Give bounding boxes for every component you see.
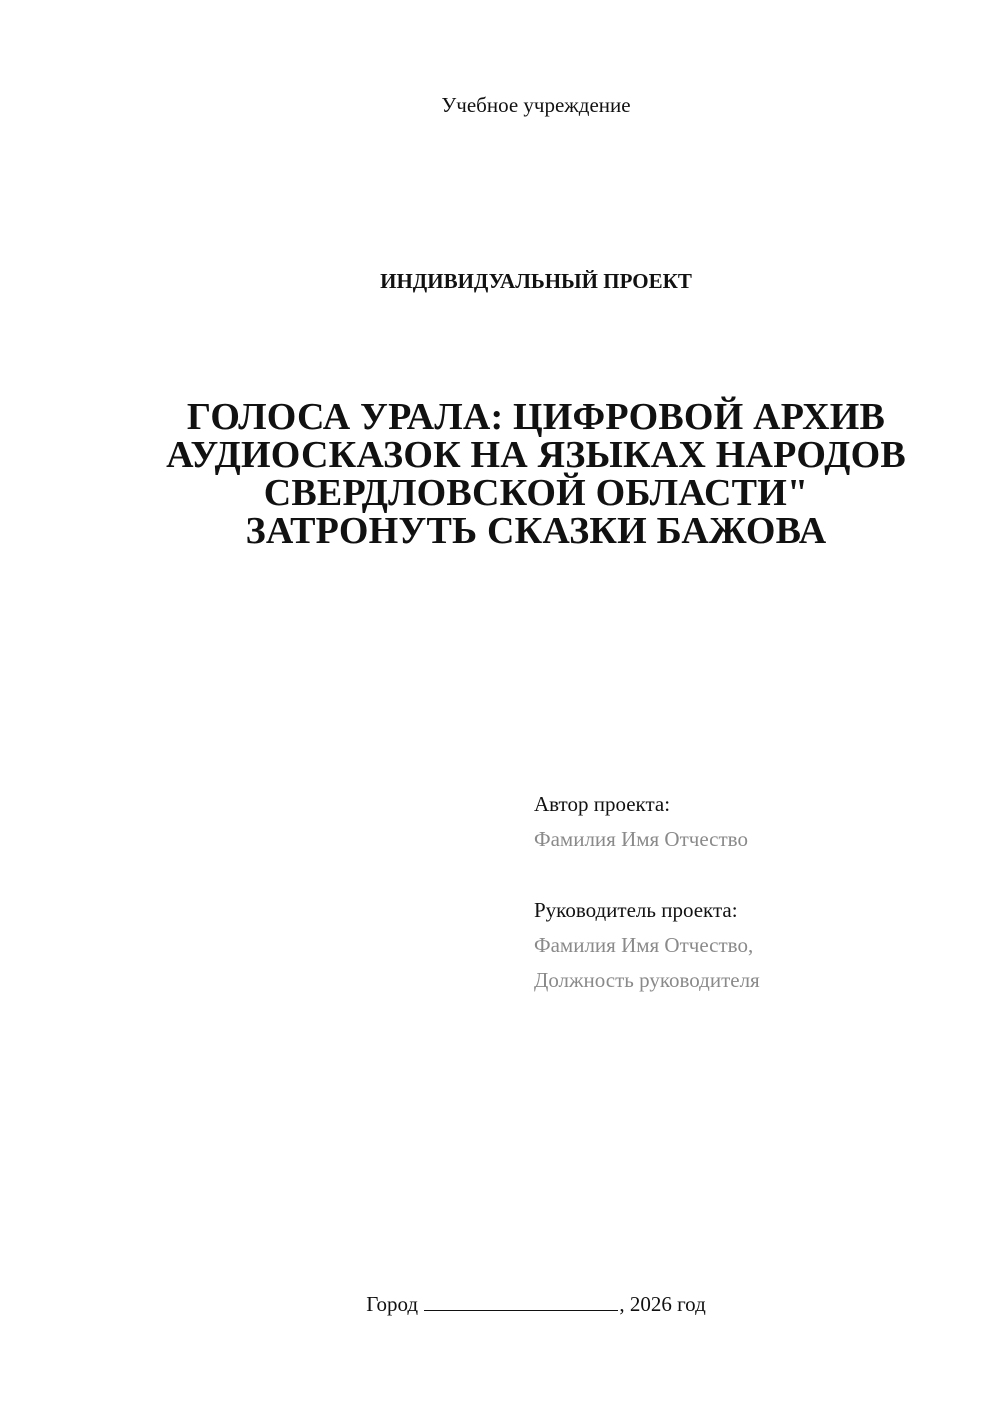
project-title: [100, 398, 972, 550]
author-name-placeholder: Фамилия Имя Отчество: [534, 827, 748, 851]
supervisor-name-placeholder: Фамилия Имя Отчество,: [534, 933, 754, 957]
project-title-line: АУДИОСКАЗОК НА ЯЗЫКАХ НАРОДОВ: [166, 434, 906, 476]
document-type-heading: ИНДИВИДУАЛЬНЫЙ ПРОЕКТ: [380, 269, 692, 293]
author-block: [534, 787, 974, 857]
city-blank-line: [424, 1292, 618, 1311]
project-title-line: СВЕРДЛОВСКОЙ ОБЛАСТИ": [263, 472, 809, 514]
project-title-line: ЗАТРОНУТЬ СКАЗКИ БАЖОВА: [245, 510, 827, 552]
supervisor-label: Руководитель проекта:: [534, 898, 738, 922]
project-title-line: ГОЛОСА УРАЛА: ЦИФРОВОЙ АРХИВ: [186, 396, 886, 438]
city-year-footer: [0, 1290, 1000, 1318]
year-text: , 2026 год: [619, 1292, 706, 1316]
supervisor-position-placeholder: Должность руководителя: [534, 968, 760, 992]
city-label: Город: [366, 1292, 419, 1316]
institution-name: Учебное учреждение: [441, 93, 631, 117]
author-label: Автор проекта:: [534, 792, 671, 816]
supervisor-block: [534, 893, 974, 998]
